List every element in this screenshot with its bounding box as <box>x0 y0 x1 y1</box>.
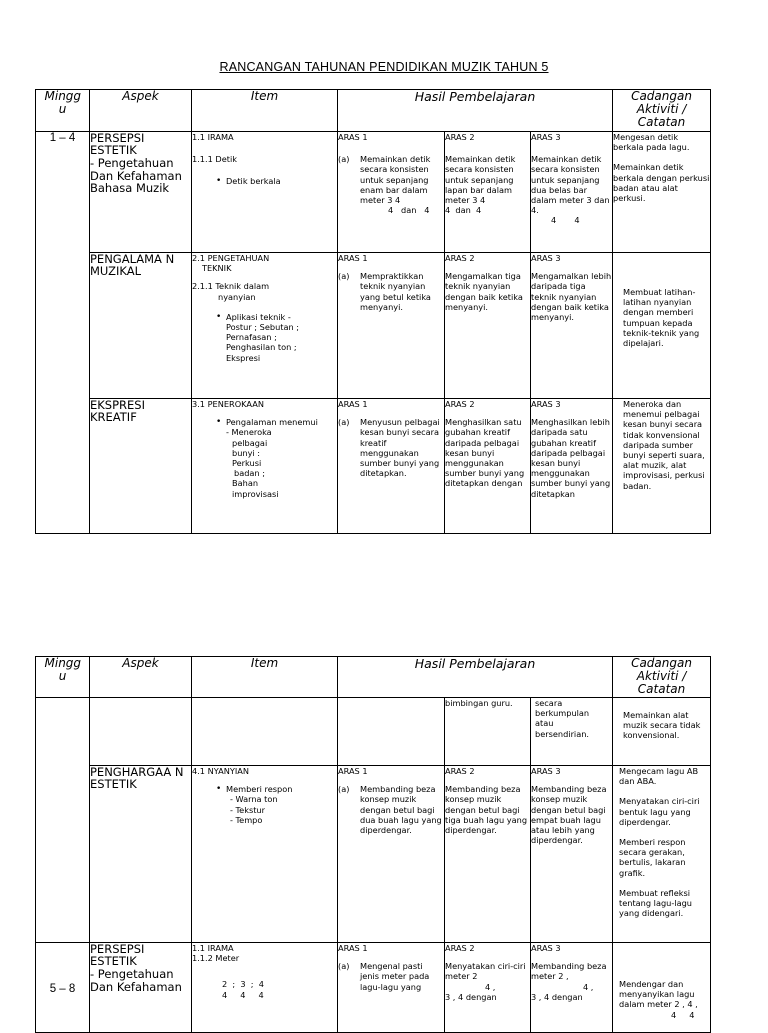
header-minggu: Mingg u <box>36 90 90 132</box>
cadangan-cell: Membuat latihan-latihan nyanyian dengan memberi tumpuan kepada teknik-teknik yang dipelajari. <box>613 253 711 399</box>
week-cell <box>36 698 90 943</box>
item-cell: 3.1 PENEROKAAN • Pengalaman menemui - Meneroka pelbagai bunyi : Perkusi badan ; Bahan improvisasi <box>192 399 338 534</box>
aras3-cell: ARAS 3 Menghasilkan lebih daripada satu gubahan kreatif daripada pelbagai kesan bunyi menggunakan sumber bunyi yang ditetapkan <box>531 399 613 534</box>
table-row <box>36 943 711 1033</box>
table-row <box>36 698 711 766</box>
aras1-cell: ARAS 1 (a) Mengenal pasti jenis meter pada lagu-lagu yang <box>338 943 445 1033</box>
header-hasil-pembelajaran: Hasil Pembelajaran <box>338 657 613 698</box>
aras2-cell: ARAS 2 Memainkan detik secara konsisten untuk sepanjang lapan bar dalam meter 3 4 4 dan 4 <box>445 132 531 253</box>
aras2-cell: bimbingan guru. <box>445 698 531 766</box>
cadangan-cell: Memainkan alat muzik secara tidak konvensional. <box>613 698 711 766</box>
cadangan-cell: Mengesan detik berkala pada lagu. Memainkan detik berkala dengan perkusi badan atau alat perkusi. <box>613 132 711 253</box>
item-cell: 1.1 IRAMA 1.1.2 Meter 2 ; 3 ; 4 4 4 4 <box>192 943 338 1033</box>
header-hasil-pembelajaran: Hasil Pembelajaran <box>338 90 613 132</box>
aspek-cell: EKSPRESI KREATIF <box>90 399 192 534</box>
plan-table-2 <box>35 656 711 1033</box>
week-cell: 5 – 8 <box>36 943 90 1033</box>
aras3-cell: ARAS 3 Mengamalkan lebih daripada tiga teknik nyanyian dengan baik ketika menyanyi. <box>531 253 613 399</box>
aras2-cell: ARAS 2 Mengamalkan tiga teknik nyanyian dengan baik ketika menyanyi. <box>445 253 531 399</box>
week-cell: 1 – 4 <box>36 132 90 534</box>
item-cell <box>192 698 338 766</box>
header-aspek: Aspek <box>90 90 192 132</box>
cadangan-cell: Meneroka dan menemui pelbagai kesan bunyi secara tidak konvensional daripada sumber bunyi seperti suara, alat muzik, alat improvisasi, perkusi badan. <box>613 399 711 534</box>
aspek-cell: PENGHARGAA N ESTETIK <box>90 766 192 943</box>
table-row <box>36 766 711 943</box>
aras1-cell: ARAS 1 (a) Menyusun pelbagai kesan bunyi secara kreatif menggunakan sumber bunyi yang ditetapkan. <box>338 399 445 534</box>
aspek-cell: PENGALAMA N MUZIKAL <box>90 253 192 399</box>
cadangan-cell: Mengecam lagu AB dan ABA. Menyatakan ciri-ciri bentuk lagu yang diperdengar. Memberi respon secara gerakan, bertulis, lakaran grafik. Membuat refleksi tentang lagu-lagu yang didengari. <box>613 766 711 943</box>
aras3-cell: ARAS 3 Memainkan detik secara konsisten untuk sepanjang dua belas bar dalam meter 3 dan 4. 4 4 <box>531 132 613 253</box>
aras1-cell: ARAS 1 (a) Membanding beza konsep muzik dengan betul bagi dua buah lagu yang diperdengar. <box>338 766 445 943</box>
aspek-cell <box>90 698 192 766</box>
aras1-cell: ARAS 1 (a) Mempraktikkan teknik nyanyian yang betul ketika menyanyi. <box>338 253 445 399</box>
table-row <box>36 253 711 399</box>
item-cell: 4.1 NYANYIAN • Memberi respon - Warna ton - Tekstur - Tempo <box>192 766 338 943</box>
table-row <box>36 132 711 253</box>
plan-table-1 <box>35 89 711 534</box>
header-item: Item <box>192 657 338 698</box>
aspek-cell: PERSEPSI ESTETIK - Pengetahuan Dan Kefahaman Bahasa Muzik <box>90 132 192 253</box>
header-minggu: Mingg u <box>36 657 90 698</box>
cadangan-cell: Mendengar dan menyanyikan lagu dalam meter 2 , 4 , 4 4 <box>613 943 711 1033</box>
item-cell: 2.1 PENGETAHUAN TEKNIK 2.1.1 Teknik dalam nyanyian • Aplikasi teknik - Postur ; Sebutan ; Pernafasan ; Penghasilan ton ; Ekspresi <box>192 253 338 399</box>
header-aspek: Aspek <box>90 657 192 698</box>
document-title: RANCANGAN TAHUNAN PENDIDIKAN MUZIK TAHUN 5 <box>219 60 549 74</box>
aras2-cell: ARAS 2 Membanding beza konsep muzik dengan betul bagi tiga buah lagu yang diperdengar. <box>445 766 531 943</box>
header-cadangan: Cadangan Aktiviti / Catatan <box>613 90 711 132</box>
header-item: Item <box>192 90 338 132</box>
aspek-cell: PERSEPSI ESTETIK - Pengetahuan Dan Kefahaman <box>90 943 192 1033</box>
header-cadangan: Cadangan Aktiviti / Catatan <box>613 657 711 698</box>
aras2-cell: ARAS 2 Menyatakan ciri-ciri meter 2 4 , 3 , 4 dengan <box>445 943 531 1033</box>
aras3-cell: ARAS 3 Membanding beza meter 2 , 4 , 3 , 4 dengan <box>531 943 613 1033</box>
aras1-cell <box>338 698 445 766</box>
table-row <box>36 399 711 534</box>
item-cell: 1.1 IRAMA 1.1.1 Detik • Detik berkala <box>192 132 338 253</box>
aras3-cell: ARAS 3 Membanding beza konsep muzik dengan betul bagi empat buah lagu atau lebih yang diperdengar. <box>531 766 613 943</box>
aras2-cell: ARAS 2 Menghasilkan satu gubahan kreatif daripada pelbagai kesan bunyi menggunakan sumber bunyi yang ditetapkan dengan <box>445 399 531 534</box>
aras1-cell: ARAS 1 (a) Memainkan detik secara konsisten untuk sepanjang enam bar dalam meter 3 4 4 dan 4 <box>338 132 445 253</box>
aras3-cell: secara berkumpulan atau bersendirian. <box>531 698 613 766</box>
